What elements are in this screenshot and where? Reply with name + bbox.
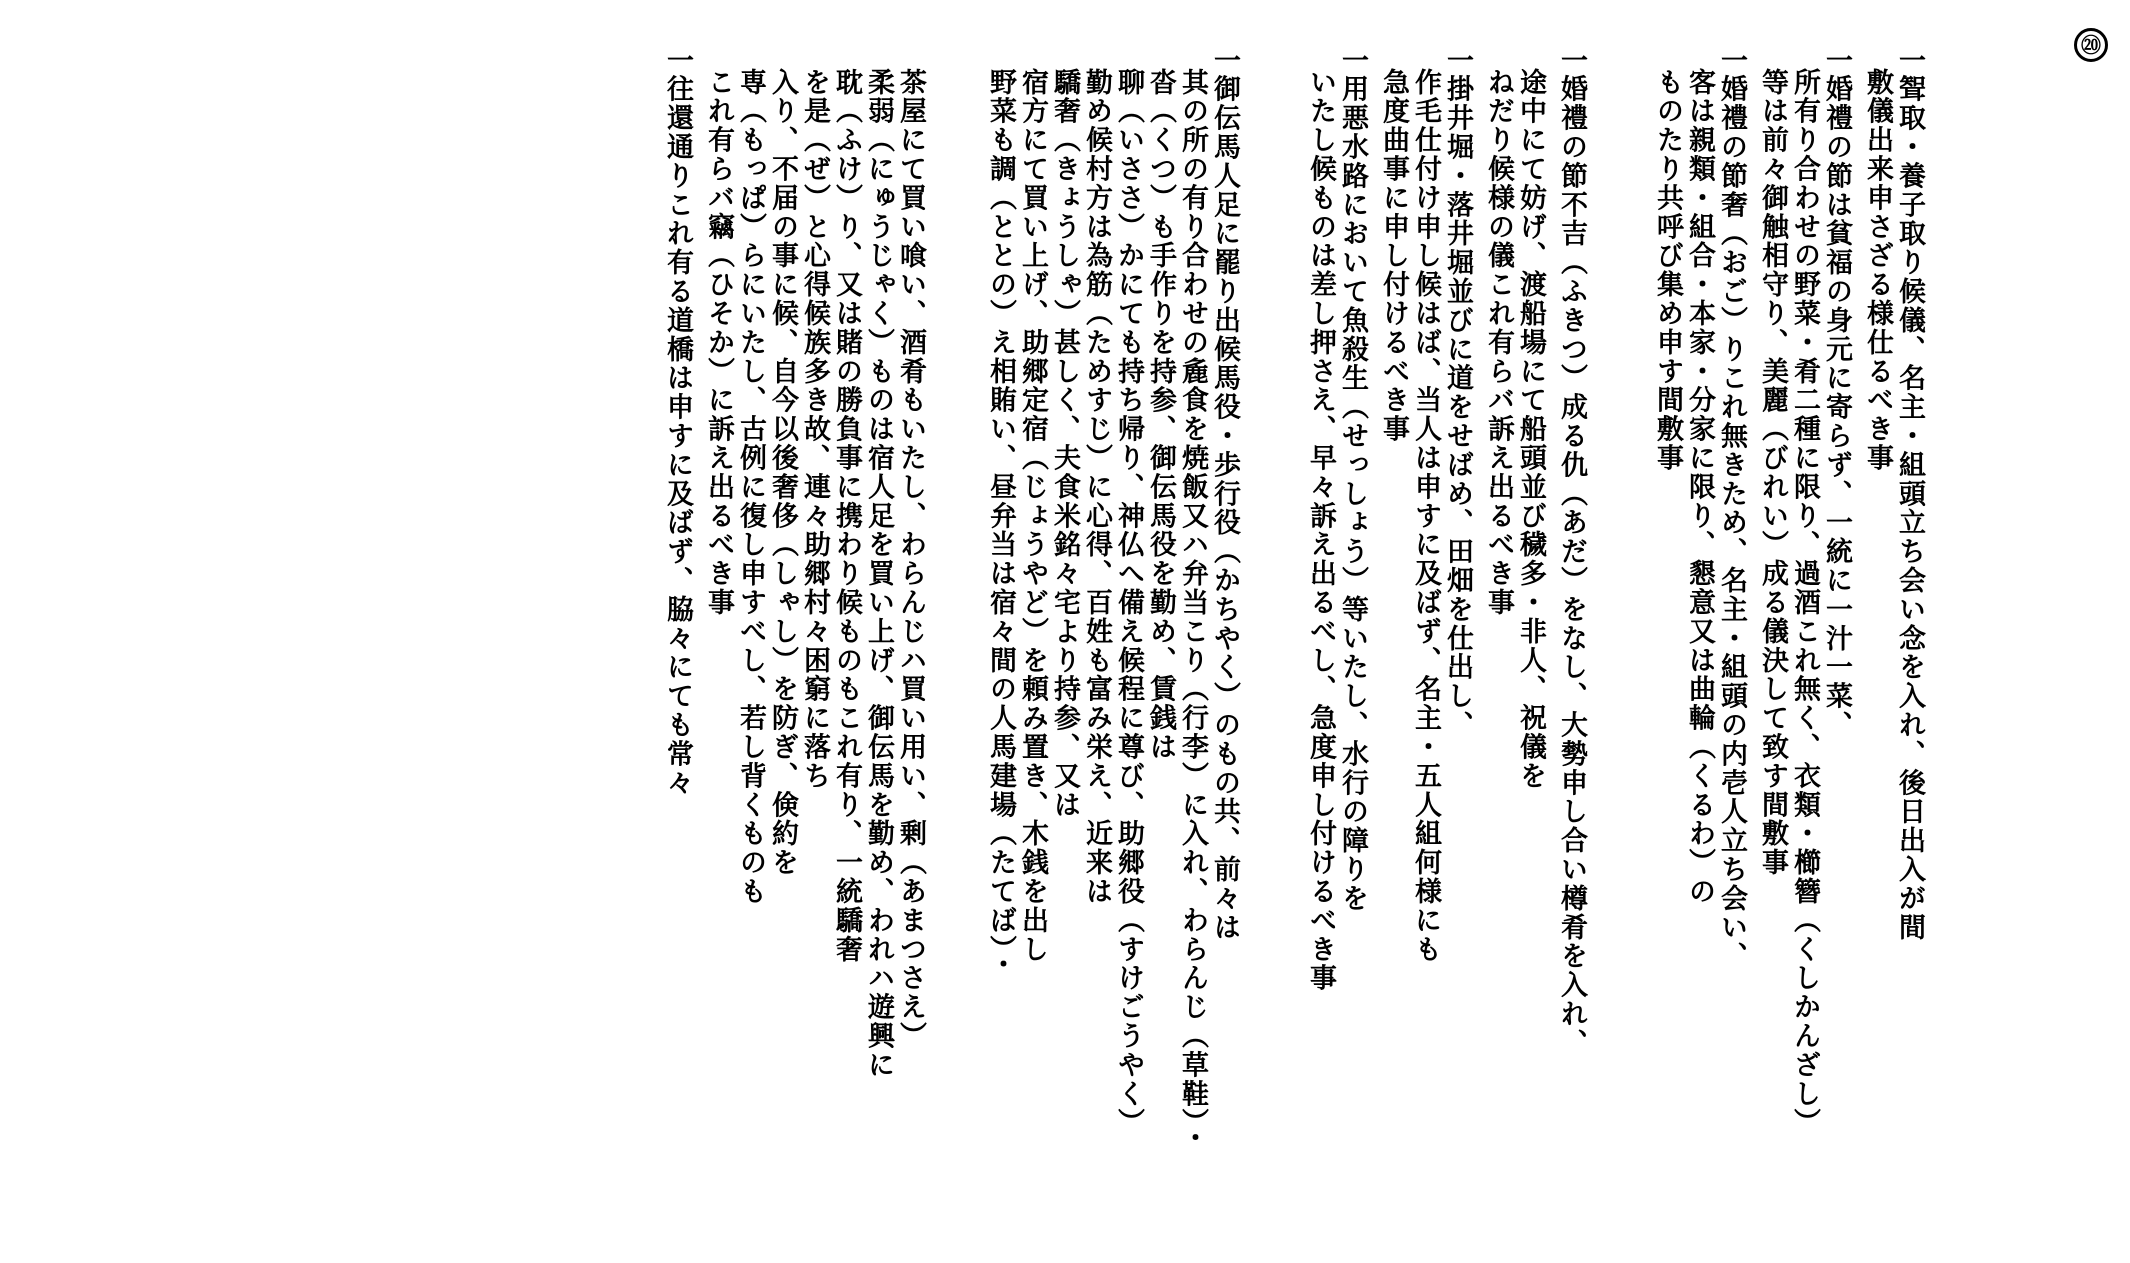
article-start-line: 一婚禮の節奢（おご）りこれ無きため、名主・組頭の内壱人立ち会い、: [1716, 46, 1747, 971]
text-line: 其の所の有り合わせの麁食を焼飯又ハ弁当こり（行李）に入れ、わらんじ（草鞋）・: [1177, 68, 1208, 1153]
text-line: 専（もっぱ）らにいたし、古例に復し申すべし、若し背くものも: [735, 68, 766, 907]
text-line: ものたり共呼び集め申す間敷事: [1652, 68, 1683, 473]
text-line: 作毛仕付け申し候はば、当人は申すに及ばず、名主・五人組何様にも: [1410, 68, 1441, 964]
text-line: ねだり候様の儀これ有らバ訴え出るべき事: [1483, 68, 1514, 618]
text-line: 勤め候村方は為筋（ためすじ）に心得、百姓も富み栄え、近来は: [1081, 68, 1112, 907]
article-start-line: 一用悪水路において魚殺生（せっしょう）等いたし、水行の障りを: [1337, 46, 1368, 913]
text-line: 敷儀出来申さざる様仕るべき事: [1862, 68, 1893, 473]
article-start-line: 一婚禮の節不吉（ふきつ）成る仇（あだ）をなし、大勢申し合い樽肴を入れ、: [1556, 46, 1587, 1058]
text-line: 所有り合わせの野菜・肴二種に限り、過酒これ無く、衣類・櫛簪（くしかんざし）: [1789, 68, 1820, 1138]
text-line: 急度曲事に申し付けるべき事: [1378, 68, 1409, 444]
text-line: 等は前々御触相守り、美麗（びれい）成る儀決して致す間敷事: [1757, 68, 1788, 878]
text-line: 宿方にて買い上げ、助郷定宿（じょうやど）を頼み置き、木銭を出し: [1017, 68, 1048, 964]
text-line: 沓（くつ）も手作りを持参、御伝馬役を勤め、賃銭は: [1145, 68, 1176, 762]
article-start-line: 一御伝馬人足に罷り出候馬役・歩行役（かちやく）のもの共、前々は: [1209, 46, 1240, 942]
page-number: ⑳: [2074, 28, 2108, 62]
text-line: 入り、不届の事に候、自今以後奢侈（しゃし）を防ぎ、倹約を: [767, 68, 798, 878]
article-start-line: 一婚禮の節は貧福の身元に寄らず、一統に一汁一菜、: [1821, 46, 1852, 740]
article-start-line: 一掛井堀・落井堀並びに道をせばめ、田畑を仕出し、: [1442, 46, 1473, 740]
article-start-line: 一聟取・養子取り候儀、名主・組頭立ち会い念を入れ、後日出入が間: [1894, 46, 1925, 942]
text-line: 柔弱（にゅうじゃく）ものは宿人足を買い上げ、御伝馬を勤め、われハ遊興に: [863, 68, 894, 1080]
text-line: 耽（ふけ）り、又は賭の勝負事に携わり候ものもこれ有り、一統驕奢: [831, 68, 862, 964]
text-line: 途中にて妨げ、渡船場にて船頭並び穢多・非人、祝儀を: [1515, 68, 1546, 791]
text-line: 茶屋にて買い喰い、酒肴もいたし、わらんじハ買い用い、剰（あまつさえ）: [895, 68, 926, 1051]
text-line: を是（ぜ）と心得候族多き故、連々助郷村々困窮に落ち: [799, 68, 830, 791]
article-start-line: 一往還通りこれ有る道橋は申すに及ばず、脇々にても常々: [662, 46, 693, 798]
text-line: 驕奢（きょうしゃ）甚しく、夫食米銘々宅より持参、又は: [1049, 68, 1080, 820]
text-line: 客は親類・組合・本家・分家に限り、懇意又は曲輪（くるわ）の: [1684, 68, 1715, 907]
text-line: 野菜も調（ととの）え相賄い、昼弁当は宿々間の人馬建場（たてば）・: [985, 68, 1016, 980]
text-line: これ有らバ竊（ひそか）に訴え出るべき事: [703, 68, 734, 618]
text-line: 聊（いささ）かにても持ち帰り、神仏へ備え候程に尊び、助郷役（すけごうやく）: [1113, 68, 1144, 1138]
text-line: いたし候ものは差し押さえ、早々訴え出るべし、急度申し付けるべき事: [1305, 68, 1336, 993]
